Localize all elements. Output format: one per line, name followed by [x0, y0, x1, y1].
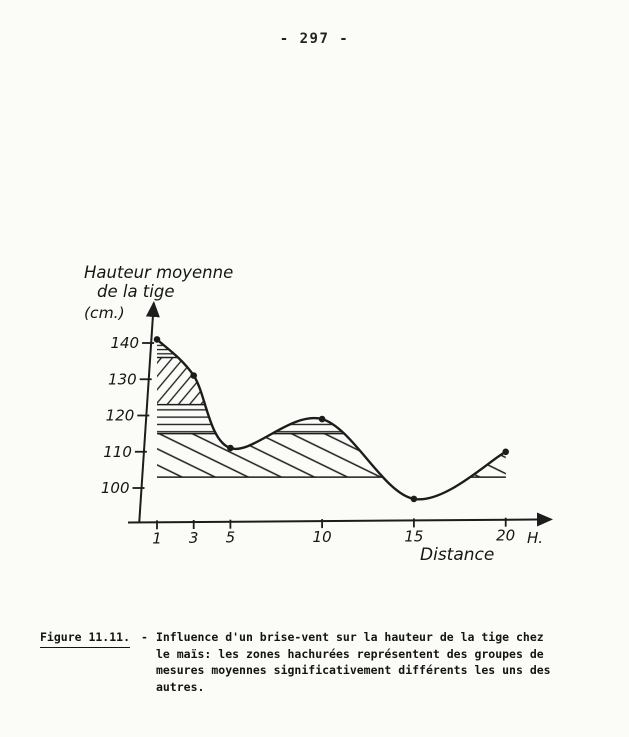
y-tick-label-130: 130	[108, 370, 137, 389]
hatch-zone-horizontal-fine	[157, 341, 506, 357]
hatch-zone-diagonal-down	[157, 434, 506, 478]
caption-line-1: Influence d'un brise-vent sur la hauteur de la tige chez	[155, 630, 544, 644]
x-axis-label: Distance	[420, 545, 495, 565]
x-tick-label-20: 20	[496, 526, 516, 545]
data-point-x20	[502, 449, 509, 456]
y-axis-line	[139, 303, 154, 523]
x-tick-label-1: 1	[152, 529, 162, 548]
figure-caption	[40, 629, 551, 695]
x-axis-unit-label: H.	[527, 529, 544, 547]
page-number: - 297 -	[279, 31, 350, 47]
hatch-zone-diagonal-up	[157, 358, 506, 405]
caption-line-4: autres.	[155, 679, 205, 694]
x-tick-label-3: 3	[188, 529, 199, 547]
figure-caption-text	[156, 629, 551, 695]
y-axis-title	[84, 263, 233, 323]
y-tick-label-120: 120	[105, 406, 135, 425]
chart-root	[101, 303, 551, 547]
y-axis-title-line2: de la tige	[97, 282, 175, 301]
y-tick-label-140: 140	[110, 334, 140, 352]
y-axis-title-line3: (cm.)	[84, 304, 125, 322]
data-point-x5	[227, 445, 234, 452]
data-point-x10	[319, 416, 326, 423]
caption-line-3: mesures moyennes significativement différents les uns des	[155, 663, 551, 677]
x-tick-label-5: 5	[225, 528, 236, 547]
x-tick-label-15: 15	[404, 527, 424, 546]
x-tick-label-10: 10	[312, 528, 332, 547]
figure-caption-dash: -	[141, 630, 148, 644]
figure-caption-label: Figure 11.11.	[40, 629, 130, 648]
y-tick-label-110: 110	[103, 442, 132, 461]
y-tick-label-100: 100	[100, 479, 130, 497]
data-point-x15	[411, 496, 418, 503]
x-axis-line	[128, 519, 551, 522]
data-point-x3	[190, 372, 197, 379]
caption-line-2: le maïs: les zones hachurées représentent des groupes de	[155, 646, 544, 661]
data-point-x1	[154, 336, 161, 343]
y-axis-title-line1: Hauteur moyenne	[84, 263, 234, 282]
